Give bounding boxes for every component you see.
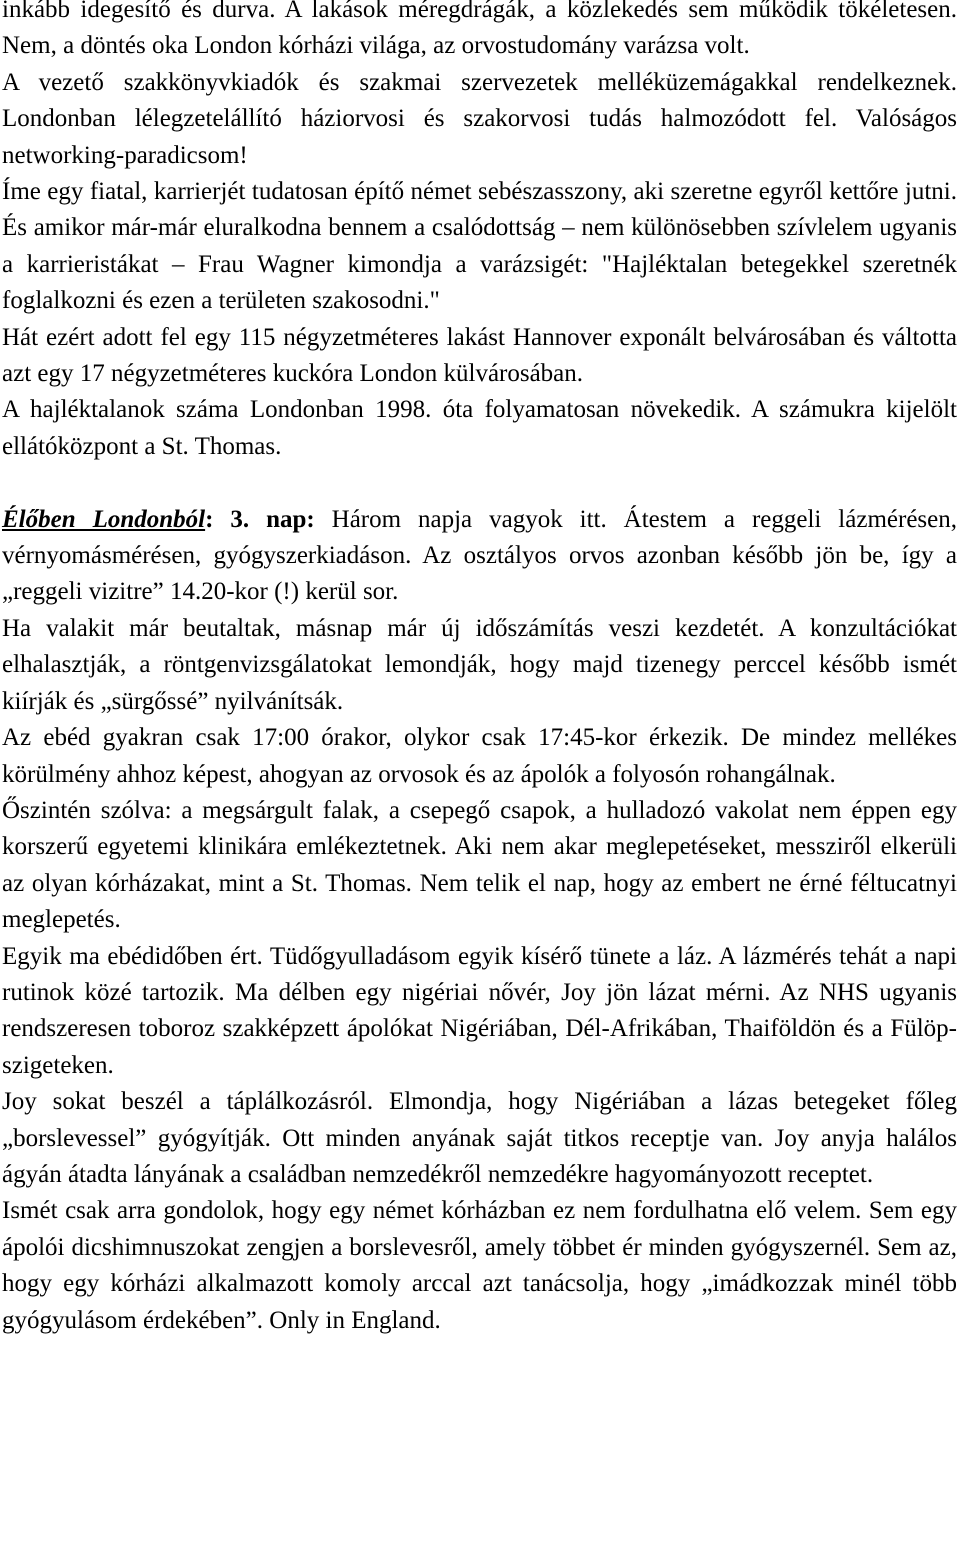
paragraph: Íme egy fiatal, karrierjét tudatosan építő német sebészasszony, aki szeretne egyről kettőre jutni. És amikor már-már eluralkodna bennem a csalódottság – nem különösebben szívlelem ugyanis a karrieristákat – Frau Wagner kimondja a varázsigét: "Hajléktalan betegekkel szeretnék foglalkozni és ezen a területen szakosodni." xyxy=(2,178,957,315)
diary-heading: Élőben Londonból xyxy=(2,505,206,533)
diary-colon: : xyxy=(205,505,231,533)
paragraph: A hajléktalanok száma Londonban 1998. óta folyamatosan növekedik. A számukra kijelölt ellátóközpont a St. Thomas. xyxy=(2,396,957,460)
paragraph: Őszintén szólva: a megsárgult falak, a csepegő csapok, a hulladozó vakolat nem éppen egy korszerű egyetemi klinikára emlékeztetnek. Aki nem akar meglepetéseket, messziről elkerüli az olyan kórházakat, mint a St. Thomas. Nem telik el nap, hogy az embert ne érné féltucatnyi meglepetés. xyxy=(2,796,957,934)
blank-line xyxy=(2,465,957,501)
diary-text: Három napja vagyok itt. Átestem a reggeli lázmérésen, vérnyomásmérésen, gyógyszerkiadáson. Az osztályos orvos azonban később jön be, így a „reggeli vizitre” 14.20-kor (!) kerül sor. xyxy=(2,505,957,606)
paragraph: A vezető szakkönyvkiadók és szakmai szervezetek melléküzemágakkal rendelkeznek. Londonban lélegzetelállító háziorvosi és szakorvosi tudás halmozódott fel. Valóságos networking-paradicsom! xyxy=(2,68,957,169)
paragraph: Egyik ma ebédidőben ért. Tüdőgyulladásom egyik kísérő tünete a láz. A lázmérés tehát a napi rutinok közé tartozik. Ma délben egy nigériai nővér, Joy jön lázat mérni. Az NHS ugyanis rendszeresen toboroz szakképzett ápolókat Nigériában, Dél-Afrikában, Thaiföldön és a Fülöp-szigeteken. xyxy=(2,942,957,1079)
paragraph: Hát ezért adott fel egy 115 négyzetméteres lakást Hannover exponált belvárosában és váltotta azt egy 17 négyzetméteres kuckóra London külvárosában. xyxy=(2,323,957,388)
document-page xyxy=(2,0,957,1339)
paragraph: Az ebéd gyakran csak 17:00 órakor, olykor csak 17:45-kor érkezik. De mindez mellékes körülmény ahhoz képest, ahogyan az orvosok és az ápolók a folyosón rohangálnak. xyxy=(2,724,957,788)
diary-day-label: 3. nap: xyxy=(230,505,315,533)
diary-paragraph xyxy=(2,502,957,611)
paragraph: Joy sokat beszél a táplálkozásról. Elmondja, hogy Nigériában a lázas betegeket főleg „borslevessel” gyógyítják. Ott minden anyának saját titkos receptje van. Joy anyja halálos ágyán átadta lányának a családban nemzedékről nemzedékre hagyományozott receptet. xyxy=(2,1088,957,1188)
paragraph: Ismét csak arra gondolok, hogy egy német kórházban ez nem fordulhatna elő velem. Sem egy ápolói dicshimnuszokat zengjen a borslevesről, amely többet ér minden gyógyszernél. Sem az, hogy egy kórházi alkalmazott komoly arccal azt tanácsolja, hogy „imádkozzak minél több gyógyulásom érdekében”. Only in England. xyxy=(2,1197,957,1334)
paragraph: inkább idegesítő és durva. A lakások méregdrágák, a közlekedés sem működik tökéletesen. Nem, a döntés oka London kórházi világa, az orvostudomány varázsa volt. xyxy=(2,0,957,60)
paragraph: Ha valakit már beutaltak, másnap már új időszámítás veszi kezdetét. A konzultációkat elhalasztják, a röntgenvizsgálatokat lemondják, hogy majd tizenegy perccel később ismét kiírják és „sürgőssé” nyilvánítsák. xyxy=(2,614,957,715)
